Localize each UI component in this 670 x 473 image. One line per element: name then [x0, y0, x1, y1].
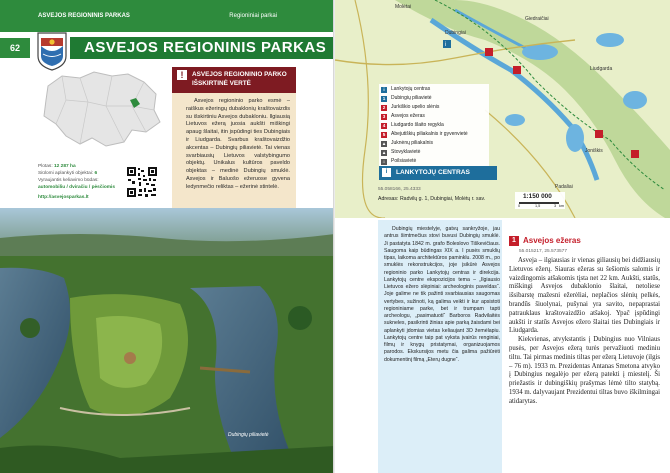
- legend-item: [381, 95, 432, 102]
- visitor-center-box: [378, 220, 502, 473]
- lake-text: [509, 257, 660, 407]
- park-map: [335, 0, 670, 218]
- page-number: 62: [0, 38, 30, 58]
- legend-item: [381, 149, 420, 156]
- scale-tick: km: [559, 204, 565, 208]
- lake-paragraph-2: Kiekvienas, atvykstantis į Dubingius nuo Vilniaus pusės, per Asvejos ežerą turės pervažiuoti mediniu tiltu. Tai pirmas medinis tiltas per ežerą Lietuvoje (ilgis – 76 m). 1933 m. Prezidentas Antanas Smetona atvyko į Dubingius negalėjo per ežerą patekti į miestelį. Ši priežastis ir dubingiškių prašymas lėmė tilto statybą. 1934 m. dalyvaujant Prezidentui tiltas buvo iškilmingai atidarytas.: [509, 336, 660, 405]
- visitor-center-heading-bar: [379, 166, 497, 180]
- legend-label: Liudgardo šlaito regykla: [391, 122, 444, 128]
- campsite-icon: ▲: [381, 150, 387, 155]
- svg-text:Molėtai: Molėtai: [395, 4, 412, 10]
- marker-icon: 2: [382, 105, 386, 110]
- unique-value-header: [172, 67, 296, 93]
- legend-item: [381, 86, 430, 93]
- lake-coords: 55.015217, 25.573577: [519, 249, 568, 254]
- legend-item: [381, 113, 425, 120]
- map-scale: [515, 192, 565, 209]
- legend-label: Juknėnų piliakalnis: [391, 140, 433, 146]
- unique-value-heading: ASVEJOS REGIONINIO PARKO IŠSKIRTINĖ VERTĖ: [192, 71, 287, 87]
- info-icon: i: [382, 168, 391, 177]
- legend-item: [381, 131, 468, 138]
- visitor-center-coords: 55.058166, 25.4333: [378, 187, 421, 192]
- address-value: Radvilų g. 1, Dubingiai, Molėtų r. sav.: [399, 196, 486, 202]
- svg-text:Giedraičiai: Giedraičiai: [525, 16, 549, 22]
- page-header-strip: [0, 0, 335, 32]
- svg-text:i: i: [445, 42, 447, 48]
- scale-tick: 0: [518, 204, 521, 208]
- svg-text:Joniškis: Joniškis: [585, 148, 603, 154]
- legend-item: [381, 140, 433, 147]
- exclamation-icon: !: [177, 70, 187, 80]
- aerial-photo-dubingiai: [0, 208, 335, 473]
- legend-label: Lankytojų centras: [391, 86, 431, 92]
- area-label: Plotas:: [38, 164, 53, 169]
- objects-value: 6: [94, 171, 98, 176]
- running-head-right: Regioniniai parkai: [229, 13, 277, 19]
- hillfort-icon: ▲: [381, 141, 387, 146]
- legend-label: Stovyklavietė: [391, 149, 421, 155]
- scale-tick: 3: [554, 204, 557, 208]
- lithuania-locator-map: [36, 66, 166, 152]
- svg-text:Liudgarda: Liudgarda: [590, 66, 613, 72]
- photo-caption: Dubingių piliavietė: [228, 432, 269, 438]
- lake-heading: Asvejos ežeras: [523, 236, 581, 245]
- visitor-center-address: [378, 196, 488, 203]
- svg-text:Dubingiai: Dubingiai: [445, 30, 466, 36]
- svg-text:Padaliai: Padaliai: [555, 184, 573, 190]
- legend-label: Poilsiavietė: [391, 158, 417, 164]
- legend-label: Jurkiškio upelio slėnis: [391, 104, 440, 110]
- legend-label: Asvejos ežeras: [391, 113, 425, 119]
- marker-icon: 3: [382, 114, 386, 119]
- park-url-link[interactable]: http://asvejosparkas.lt: [38, 195, 89, 200]
- marker-icon: 4: [382, 123, 386, 128]
- legend-label: Dubingių piliavietė: [391, 95, 432, 101]
- info-icon: i: [381, 87, 387, 93]
- unique-value-box: [172, 67, 296, 213]
- qr-code[interactable]: [126, 166, 158, 198]
- route-value: automobiliu / dviračiu / pėsčiomis: [38, 185, 116, 190]
- objects-label: Siūlomi aplankyti objektai:: [38, 171, 94, 176]
- legend-item: [381, 158, 416, 165]
- address-label: Adresas:: [378, 196, 399, 202]
- running-head-left: ASVEJOS REGIONINIS PARKAS: [38, 13, 130, 19]
- area-value: 12 287 ha: [54, 164, 76, 169]
- lake-number-badge: 1: [509, 236, 519, 246]
- unique-value-text: Asvejos regioninio parko esmė – raiškus ežeringų dubaklonių kraštovaizdis su išskirtiniu Asvejos dubakloniu. Ilgiausią Lietuvos ežerą juosia aukšti miškingi apaug šlaitai, itin įspūdingi ties Dubingiais ir Liudgarda. Svarbus kraštovaizdžio akcentas – Dubingių piliavietė. Tai vienas svarbiausių Lietuvos valstybingumo objektų. Unikalus kultūros paveldo objektas – medinė Dubingių smuklė. Asvejos ir Baluošo ežeruose gyvena ledynmečio reliktas – ežerinė stintelė.: [186, 98, 290, 190]
- map-legend: [379, 84, 489, 166]
- visitor-center-heading: LANKYTOJŲ CENTRAS: [396, 169, 470, 176]
- right-page: [335, 0, 670, 473]
- scale-tick: 1,5: [535, 204, 541, 208]
- visitor-center-text: Dubingių miestelyje, gatvų sankryžoje, jau antrus šimtmečius stovi buvusi Dubingių smuklė. Ji pastatyta 1842 m. grafo Boleslovo Tiškevičiaus. Saugoma kaip būdingas XIX a. I pusės smuklių tipas, laikoma architektūros paminklu. 2008 m., po smuklės rekonstrukcijos, joje įsikūrė Asvejos regioninio parko Lankytojų centras ir direkcija. Lankytojų centre ekspozicijos tema – „Ilgiausio Lietuvos ežero slėpiniai: archeologinis paveldas“. Joje galime ne tik pažinti svarbiausias saugomas vertybes, sužinoti, ką galima veikti ir kur apsistoti regioniniame parke, bet ir trumpam tapti archeologu, „pasimatuoti“ Barboros Radvilaitės sukneles, pasikrinti žinias apie parką žaisdami bei aplankyti įdomias vietas keliaujant 3D žemėlapiu. Lankytojų centre taip pat vykstа įvairūs renginiai, filmų ir knygų pristatymai, organizuojamos parodos. Ekskursijos metu čia galima pažiūrėti dokumentinį filmą „Eterų dugne“.: [384, 226, 500, 363]
- route-label: Vyraujantis keliavimo būdas:: [38, 178, 99, 183]
- marker-icon: 1: [382, 96, 386, 101]
- page-title-bar: [70, 37, 335, 59]
- legend-item: [381, 104, 439, 111]
- marker-icon: 5: [382, 132, 386, 137]
- lake-paragraph-1: Asveja – ilgiausias ir vienas giliausių bei didžiausių Lietuvos ežerų. Siauras ežeras su šešiomis salomis ir vaizdingomis atšakomis tįsta net 22 km. Aukšti, statūs, miškingi Asvejos dubaklonio šlaitai, netoliese išsibarstę mažesni ežerėliai, neplačios slėnių pelkės, brandūs šiuolynai, pušynai yra savito, nepaprastai patrauklaus kraštovaizdžio atšakoj. Ypač įspūdingi aukšti ir statūs Asvejos ežero šlaitai ties Dubingiais ir Liudgarda.: [509, 257, 660, 335]
- legend-item: [381, 122, 444, 129]
- legend-label: Abejutiškių piliakalnis ir gyvenvietė: [391, 131, 468, 137]
- scale-ratio: 1:150 000: [523, 193, 552, 200]
- page-title: ASVEJOS REGIONINIS PARKAS: [84, 39, 327, 56]
- rest-area-icon: ⌂: [382, 159, 386, 164]
